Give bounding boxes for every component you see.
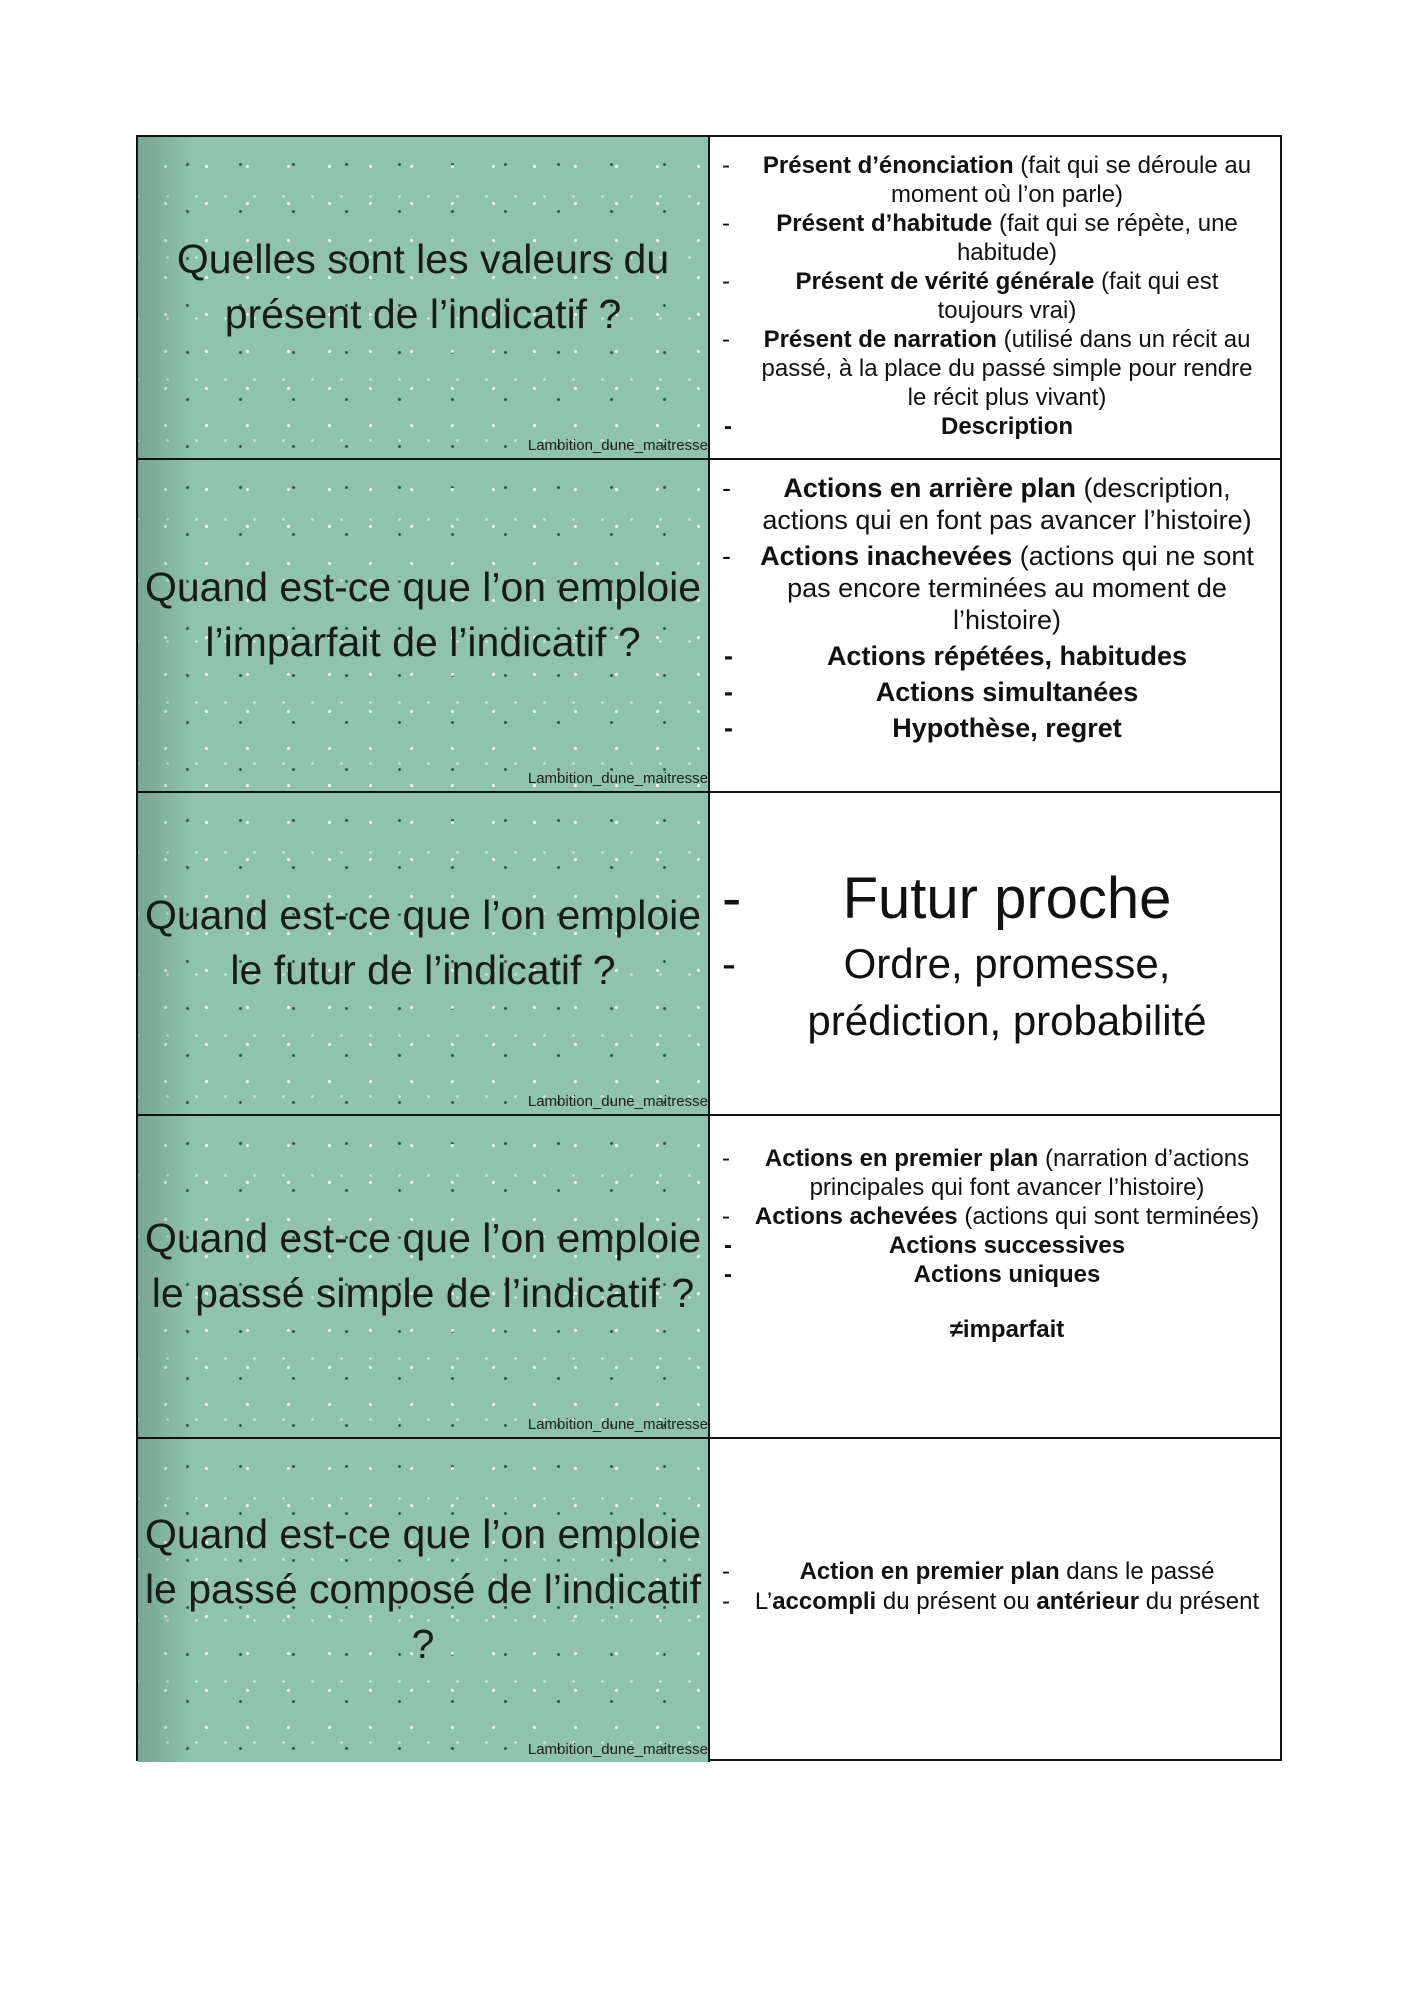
list-item: - Actions uniques xyxy=(724,1261,1101,1288)
dash-bullet: - xyxy=(724,713,733,743)
flashcard-sheet xyxy=(136,135,1282,1761)
dash-bullet: - xyxy=(722,210,730,237)
card-imparfait xyxy=(138,460,1280,793)
watermark: Lambition_dune_maitresse xyxy=(527,1093,708,1110)
question-panel xyxy=(138,460,710,791)
list-item: - Actions répétées, habitudes xyxy=(724,641,1188,671)
list-item: - Actions achevées (actions qui sont terminées) xyxy=(722,1203,1260,1230)
list-item: - Actions inachevées (actions qui ne sont pas encore terminées au moment de l’histoire) xyxy=(722,541,1254,635)
watermark: Lambition_dune_maitresse xyxy=(527,770,708,787)
watermark: Lambition_dune_maitresse xyxy=(527,437,708,454)
answer-list xyxy=(710,793,1280,1049)
answer-list xyxy=(710,1116,1280,1344)
card-passe-simple xyxy=(138,1116,1280,1439)
list-item: - Description xyxy=(724,413,1074,440)
question-panel xyxy=(138,793,710,1114)
dash-bullet: - xyxy=(722,940,736,987)
question-text: Quelles sont les valeurs du présent de l’indicatif ? xyxy=(176,235,670,337)
watermark: Lambition_dune_maitresse xyxy=(527,1416,708,1433)
card-futur xyxy=(138,793,1280,1116)
dash-bullet: - xyxy=(724,413,732,440)
question-panel xyxy=(138,137,710,458)
dash-bullet: - xyxy=(722,473,731,503)
list-item: - Futur proche xyxy=(710,863,1280,935)
answer-panel xyxy=(710,137,1280,458)
dash-bullet: - xyxy=(722,541,731,571)
dash-bullet: - xyxy=(722,866,742,931)
question-panel xyxy=(138,1439,710,1762)
question-text: Quand est-ce que l’on emploie l’imparfait de l’indicatif ? xyxy=(144,563,702,665)
list-item: - Ordre, promesse, prédiction, probabilité xyxy=(710,935,1280,1049)
watermark: Lambition_dune_maitresse xyxy=(527,1741,708,1758)
dash-bullet: - xyxy=(722,1203,730,1230)
answer-panel xyxy=(710,1116,1280,1437)
dash-bullet: - xyxy=(722,1558,730,1585)
list-item: - Actions successives xyxy=(724,1232,1126,1259)
list-item: - Présent de narration (utilisé dans un récit au passé, à la place du passé simple pour rendre le récit plus vivant) xyxy=(722,326,1253,411)
dash-bullet: - xyxy=(724,641,733,671)
question-text: Quand est-ce que l’on emploie le passé simple de l’indicatif ? xyxy=(144,1214,702,1316)
question-text: Quand est-ce que l’on emploie le passé composé de l’indicatif ? xyxy=(144,1511,702,1667)
list-item: - L’accompli du présent ou antérieur du présent xyxy=(722,1588,1260,1615)
dash-bullet: - xyxy=(724,1261,732,1288)
list-item: - Présent de vérité générale (fait qui est toujours vrai) xyxy=(722,268,1219,324)
answer-list xyxy=(710,460,1280,744)
list-item: - Actions simultanées xyxy=(724,677,1139,707)
list-item: - Hypothèse, regret xyxy=(724,713,1122,743)
dash-bullet: - xyxy=(724,1232,732,1259)
dash-bullet: - xyxy=(722,326,730,353)
card-present xyxy=(138,137,1280,460)
list-item: - Actions en premier plan (narration d’actions principales qui font avancer l’histoire) xyxy=(722,1145,1250,1201)
dash-bullet: - xyxy=(724,677,733,707)
dash-bullet: - xyxy=(722,1588,730,1615)
dash-bullet: - xyxy=(722,1145,730,1172)
card-passe-compose xyxy=(138,1439,1280,1762)
answer-panel xyxy=(710,1439,1280,1762)
answer-list xyxy=(710,1439,1280,1617)
answer-panel xyxy=(710,793,1280,1114)
answer-panel xyxy=(710,460,1280,791)
list-item: - Actions en arrière plan (description, actions qui en font pas avancer l’histoire) xyxy=(722,473,1252,535)
question-panel xyxy=(138,1116,710,1437)
list-item: - Action en premier plan dans le passé xyxy=(722,1558,1215,1585)
list-item: - Présent d’énonciation (fait qui se déroule au moment où l’on parle) xyxy=(722,152,1252,208)
answer-list xyxy=(710,137,1280,441)
dash-bullet: - xyxy=(722,268,730,295)
answer-note: ≠imparfait xyxy=(949,1316,1065,1343)
question-text: Quand est-ce que l’on emploie le futur de l’indicatif ? xyxy=(144,891,702,993)
dash-bullet: - xyxy=(722,152,730,179)
list-item: - Présent d’habitude (fait qui se répète, une habitude) xyxy=(722,210,1238,266)
